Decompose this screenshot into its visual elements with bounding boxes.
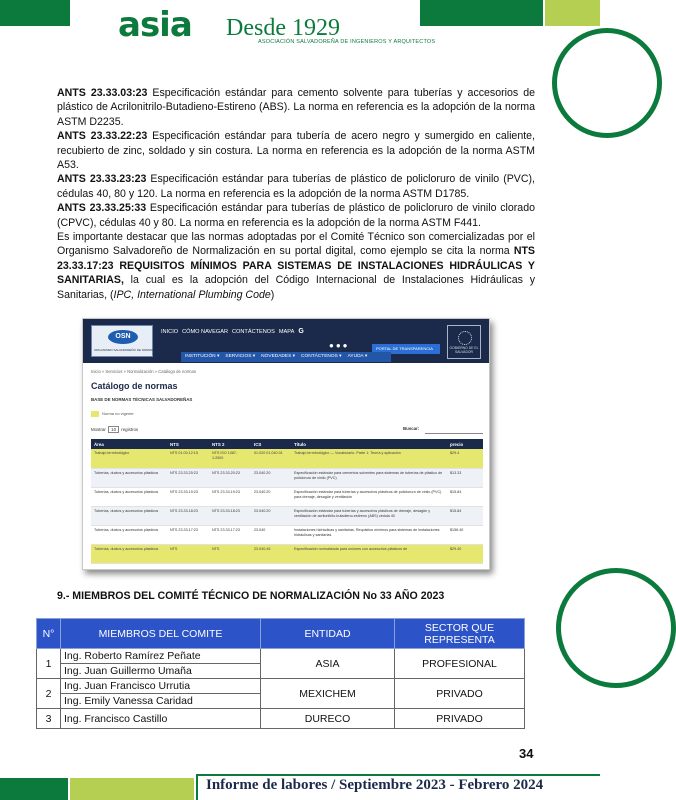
col-entity: ENTIDAD	[261, 619, 395, 649]
paragraph: ANTS 23.33.25:33 Especificación estándar para tuberías de plástico de policloruro de vinilo clorado (CPVC), cédulas 40 y 80. La norma en referencia es la adopción de la norma ASTM F441.	[57, 202, 535, 229]
col-members: MIEMBROS DEL COMITE	[61, 619, 261, 649]
col-number: N°	[37, 619, 61, 649]
social-icons: ●●●	[329, 341, 350, 350]
decorative-circle-top	[552, 28, 662, 138]
shot-main-nav: INSTITUCIÓN ▾ SERVICIOS ▾ NOVEDADES ▾ CONTÁCTENOS ▾ AYUDA ▾	[181, 352, 391, 362]
header-bar-light	[545, 0, 600, 26]
table-row: Tuberías, ductos y accesorios plásticos NTS 23.33.20:23 NTS 23.33.20:23 23.040.20 Especificación estándar para cementos solventes para sistemas de tuberías de plástico de policloruro de vinilo (PVC) $13.33	[91, 468, 483, 487]
table-row: Tuberías, ductos y accesorios plásticos NTS 23.33.19:23 NTS 23.33.19:23 23.040.20 Especificación estándar para tuberías y accesorios plásticos de policloruro de vinilo (PVC) para drenaje, desagüe y ventilación $15.84	[91, 487, 483, 506]
google-icon: G	[298, 328, 304, 335]
table-row: 2 Ing. Juan Francisco Urrutia Ing. Emily Vanessa Caridad MEXICHEM PRIVADO	[37, 679, 525, 709]
government-seal: GOBIERNO DE EL SALVADOR	[447, 325, 481, 359]
shot-breadcrumb: Inicio » Servicios » Normalización » Catálogo de normas	[91, 369, 196, 374]
table-row: 3 Ing. Francisco Castillo DURECO PRIVADO	[37, 709, 525, 729]
transparency-portal: PORTAL DE TRANSPARENCIA	[372, 344, 440, 354]
table-row: Trabajo terminológico NTS 01.00.12:15 NTS ISO 1087-1:2000 01.020 01.040.01 Trabajo terminológico — Vocabulario. Parte 1: Teoría y aplicación $29.4	[91, 449, 483, 468]
logo-subtitle: ASOCIACIÓN SALVADOREÑA DE INGENIEROS Y ARQUITECTOS	[258, 39, 436, 45]
table-row: Tuberías, ductos y accesorios plásticos NTS NTS 23.040.45 Especificación normalizada para uniones con accesorios plásticos de $29.40	[91, 544, 483, 563]
shot-title: Catálogo de normas	[91, 381, 178, 391]
shot-top-nav: INICIO CÓMO NAVEGAR CONTÁCTENOS MAPA G	[161, 328, 304, 335]
table-row: Tuberías, ductos y accesorios plásticos NTS 23.33.18:23 NTS 23.33.18:23 23.040.20 Especificación estándar para tuberías y accesorios plásticos de drenaje, desagüe y ventilación de acrilonitrilo-butadieno-estireno (ABS) cédula 40 $15.84	[91, 506, 483, 525]
osn-logo: OSN ORGANISMO SALVADOREÑO DE NORMALIZACIÓN	[91, 325, 153, 357]
osn-catalog-screenshot	[82, 318, 490, 570]
body-text	[57, 86, 535, 302]
paragraph: ANTS 23.33.22:23 Especificación estándar para tubería de acero negro y sumergido en caliente, recubierto de zinc, soldado y sin costura. La norma en referencia es la adopción de la norma ASTM A53.	[57, 130, 535, 172]
paragraph: ANTS 23.33.03:23 Especificación estándar para cemento solvente para tuberías y accesorios de plástico de Acrilonitrilo-Butadieno-Estireno (ABS). La norma en referencia es la adopción de la norma ASTM D2235.	[57, 87, 535, 128]
header-bar-dark-right	[420, 0, 543, 26]
section-title: 9.- MIEMBROS DEL COMITÉ TÉCNICO DE NORMALIZACIÓN No 33 AÑO 2023	[57, 590, 445, 602]
decorative-circle-mid	[556, 568, 676, 688]
table-row: Tuberías, ductos y accesorios plásticos NTS 23.33.17:23 NTS 23.33.17:23 23.040 Instalaciones hidráulicas y sanitarias. Requisitos mínimos para sistemas de instalaciones hidráulicas y sanitarias $156.40	[91, 525, 483, 544]
search-label: Buscar:	[403, 426, 420, 431]
header-bar-dark-left	[0, 0, 70, 26]
footer-bar-dark	[0, 778, 68, 800]
asia-logo	[118, 6, 438, 46]
logo-since: Desde 1929	[226, 15, 340, 41]
members-table	[36, 618, 525, 729]
search-box	[425, 426, 483, 434]
closing-paragraph: Es importante destacar que las normas adoptadas por el Comité Técnico son comercializadas por el Organismo Salvadoreño de Normalización en su portal digital, como ejemplo se cita la norma NTS 23.33.17:23 REQUISITOS MÍNIMOS PARA SISTEMAS DE INSTALACIONES HIDRÁULICAS Y SANITARIAS, la cual es la adopción del Código Internacional de Instalaciones Hidráulicas y Sanitarias, (IPC, International Plumbing Code)	[57, 231, 535, 301]
table-row: 1 Ing. Roberto Ramírez Peñate Ing. Juan Guillermo Umaña ASIA PROFESIONAL	[37, 649, 525, 679]
logo-word: asia	[118, 5, 192, 45]
legend-swatch	[91, 411, 99, 417]
paragraph: ANTS 23.33.23:23 Especificación estándar para tuberías de plástico de policloruro de vinilo (PVC), cédulas 40, 80 y 120. La norma en referencia es la adopción de la norma ASTM D1785.	[57, 173, 535, 200]
shot-subtitle: BASE DE NORMAS TÉCNICAS SALVADOREÑAS	[91, 397, 193, 402]
footer-title: Informe de labores / Septiembre 2023 - Febrero 2024	[206, 777, 544, 793]
norms-table: Área NTS NTS 2 ICS Título precio Trabajo terminológico NTS 01.00.12:15 NTS ISO 1087-1:2000 01.020 01.040.01 Trabajo terminológico — Vocabulario. Parte 1: Teoría y aplicación $29.4 Tuberías, ductos y accesorios plásticos NTS 23.33.20:23 NTS 23.33.20:23 23.040.20 Especificación estándar para cementos solventes para sistemas de tuberías de plástico de policloruro de vinilo (PVC) $13.33 Tuberías, ductos y accesorios plásticos NTS 23.33.19:23 NTS 23.33.19:23 23.040.20 Especificación estándar para tuberías y accesorios plásticos de policloruro de vinilo (PVC) para drenaje, desagüe y ventilación $15.84 Tuberías, ductos y accesorios plásticos NTS 23.33.18:23 NTS 23.33.18:23 23.040.20 Especificación estándar para tuberías y accesorios plásticos de drenaje, desagüe y ventilación de acrilonitrilo-butadieno-estireno (ABS) cédula 40 $15.84 Tuberías, ductos y accesorios plásticos NTS 23.33.17:23 NTS 23.33.17:23 23.040 Instalaciones hidráulicas y sanitarias. Requisitos mínimos para sistemas de instalaciones hidráulicas y sanitarias $156.40 Tuberías, ductos y accesorios plásticos NTS NTS 23.040.45 Especificación normalizada para uniones con accesorios plásticos de $29.40	[91, 439, 483, 564]
page-number: 34	[519, 746, 534, 761]
col-sector: SECTOR QUE REPRESENTA	[395, 619, 525, 649]
legend-label: Norma no vigente	[102, 411, 134, 416]
footer-bar-light	[70, 778, 194, 800]
show-entries: Mostrar 10 registros	[91, 427, 139, 432]
